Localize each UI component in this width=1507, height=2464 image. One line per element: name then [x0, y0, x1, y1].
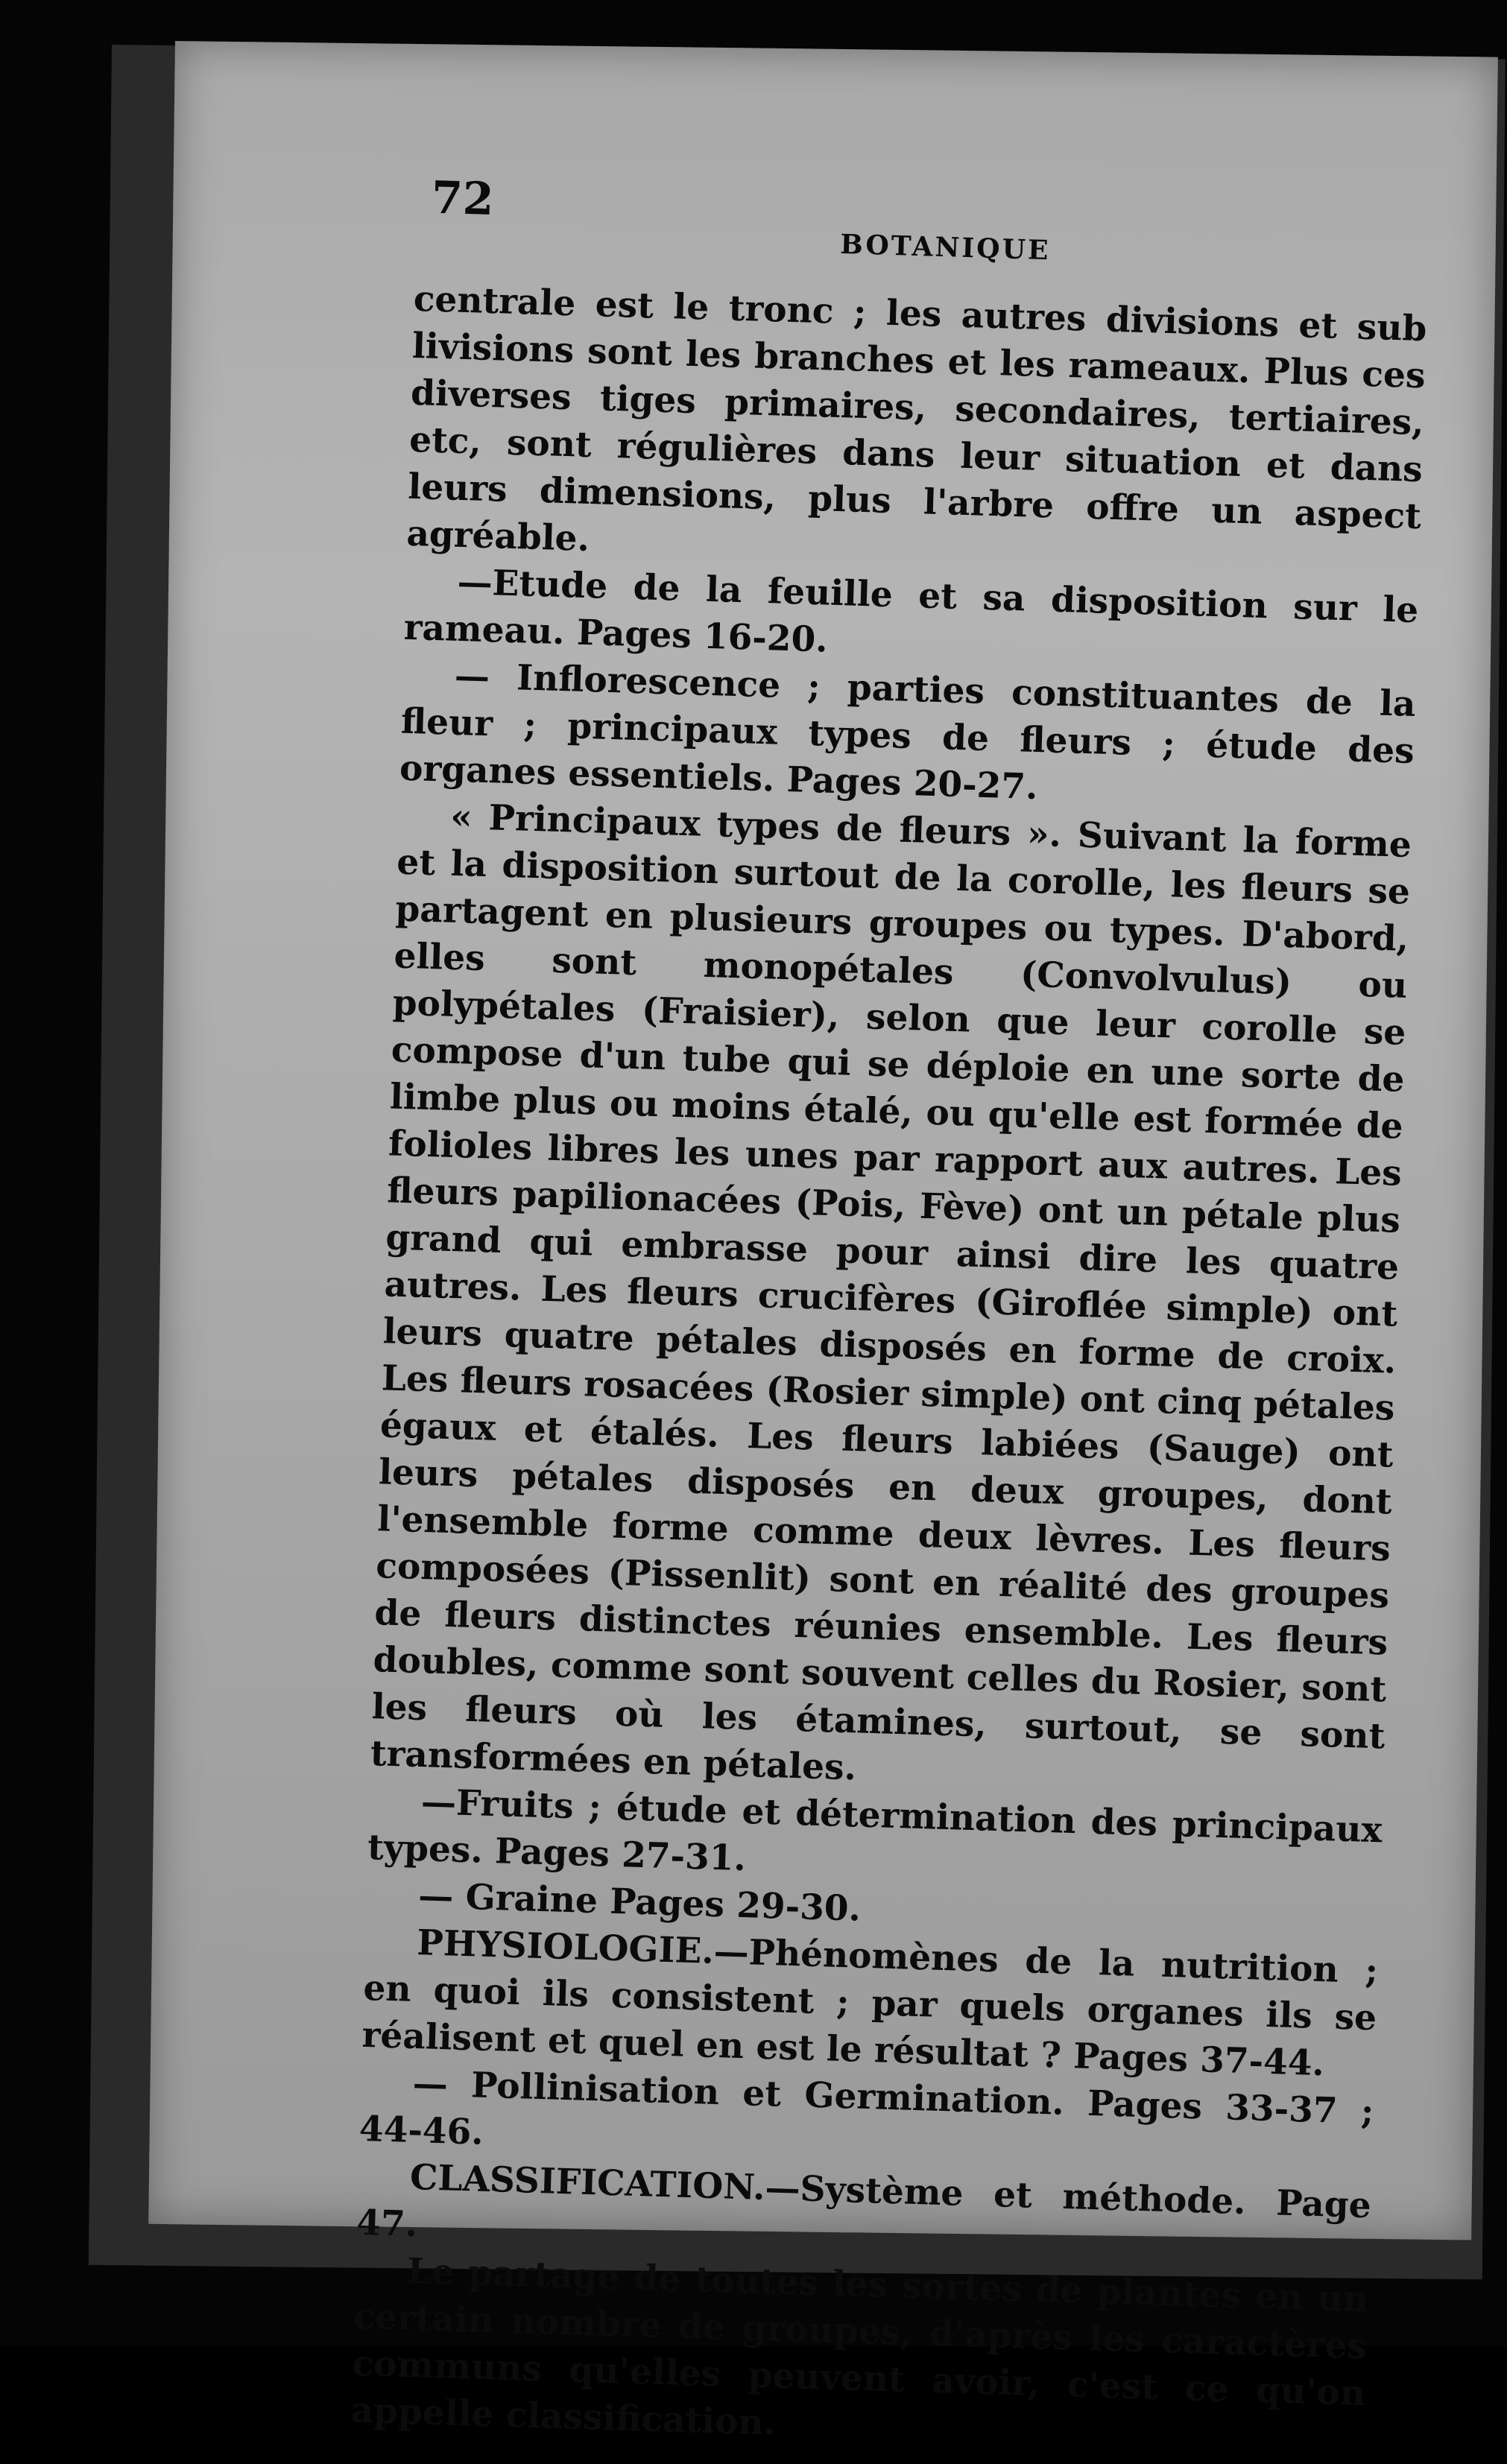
- paragraph-graine: — Graine Pages 29-30.: [417, 1875, 862, 1930]
- paragraph-etude-feuille: —Etude de la feuille et sa disposition sur le rameau. Pages 16-20.: [403, 561, 1419, 661]
- paragraph-physiologie: PHYSIOLOGIE.—Phénomènes de la nutrition ; en quoi ils consistent ; par quels organes ils se réalisent et quel en est le résultat ? Pages 37-44.: [361, 1922, 1379, 2085]
- paragraph-types-de-fleurs: « Principaux types de fleurs ». Suivant la forme et la disposition surtout de la corolle, les fleurs se partagent en plusieurs groupes ou types. D'abord, elles sont monopétales (Convolvulus) ou polypétales (Fraisier), selon que leur corolle se compose d'un tube qui se déploie en une sorte de limbe plus ou moins étalé, ou qu'elle est formée de folioles libres les unes par rapport aux autres. Les fleurs papilionacées (Pois, Fève) ont un pétale plus grand qui embrasse pour ainsi dire les quatre autres. Les fleurs crucifères (Giroflée simple) ont leurs quatre pétales disposés en forme de croix. Les fleurs rosacées (Rosier simple) ont cinq pétales égaux et étalés. Les fleurs labiées (Sauge) ont leurs pétales disposés en deux groupes, dont l'ensemble forme comme deux lèvres. Les fleurs composées (Pissenlit) sont en réalité des groupes de fleurs distinctes réunies ensemble. Les fleurs doubles, comme sont souvent celles du Rosier, sont les fleurs où les étamines, surtout, se sont transformées en pétales.: [370, 796, 1412, 1789]
- paragraph-inflorescence: — Inflorescence ; parties constituantes de la fleur ; principaux types de fleurs ; étude des organes essentiels. Pages 20-27.: [399, 655, 1417, 808]
- paragraph-classification-definition: Le partage de toutes les sortes de plantes en un certain nombre de groupes, d'après les caractères communs qu'elles peuvent avoir, c'est ce qu'on appelle classification.: [350, 2250, 1369, 2444]
- page-number: 72: [430, 171, 495, 227]
- running-head: BOTANIQUE: [839, 228, 1052, 267]
- paragraph-classification-heading: CLASSIFICATION.—Système et méthode. Page 47.: [356, 2156, 1372, 2246]
- paragraph-fruits: —Fruits ; étude et détermination des principaux types. Pages 27-31.: [367, 1782, 1383, 1880]
- paragraph-pollinisation: — Pollinisation et Germination. Pages 33-37 ; 44-46.: [358, 2062, 1375, 2153]
- page-content: [350, 171, 1431, 2464]
- paragraph-tronc: centrale est le tronc ; les autres divisions et sub livisions sont les branches et les rameaux. Plus ces diverses tiges primaires, secondaires, tertiaires, etc, sont régulières dans leur situation et dans leurs dimensions, plus l'arbre offre un aspect agréable.: [405, 278, 1428, 560]
